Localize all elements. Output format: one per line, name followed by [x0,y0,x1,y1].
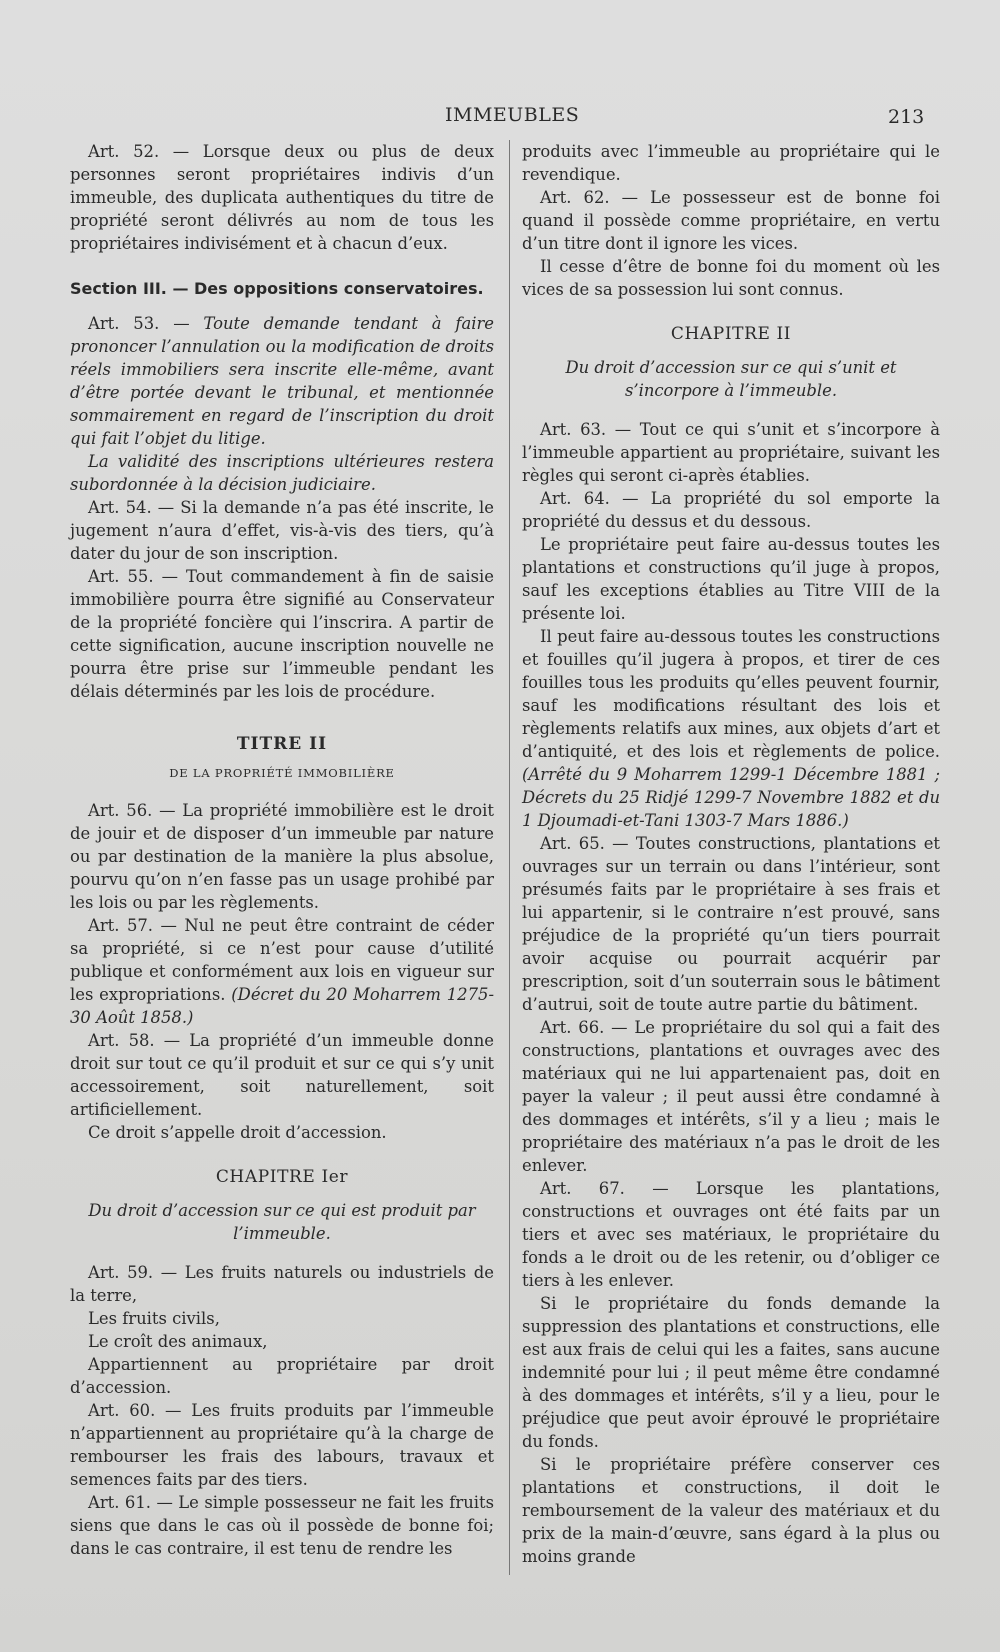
column-divider [509,140,510,1575]
titre-heading: TITRE II [236,734,328,754]
article-58: Art. 58. — La propriété d’un immeuble donne droit sur tout ce qu’il produit et sur ce qui s’y unit accessoirement, soit naturellement, soit artificiellement. [70,1031,494,1119]
article-67-paragraph-3: Si le propriétaire préfère conserver ces plantations et constructions, il doit le remboursement de la valeur des matériaux et du prix de la main-d’œuvre, sans égard à la plus ou moins grande [522,1455,940,1566]
article-62-paragraph-2: Il cesse d’être de bonne foi du moment où les vices de sa possession lui sont connus. [522,257,940,299]
continued-text: produits avec l’immeuble au propriétaire qui le revendique. [522,142,940,184]
article-64-reference: (Arrêté du 9 Moharrem 1299-1 Décembre 1881 ; Décrets du 25 Ridjé 1299-7 Novembre 1882 et du 1 Djoumadi-et-Tani 1303-7 Mars 1886.) [522,765,940,830]
article-64: Art. 64. — La propriété du sol emporte la propriété du dessus et du dessous. [522,489,940,531]
left-column [70,140,494,1560]
article-65: Art. 65. — Toutes constructions, plantations et ouvrages sur un terrain ou dans l’intérieur, sont présumés faits par le propriétaire à ses frais et lui appartenir, si le contraire n’est prouvé, sans préjudice de la propriété qu’un tiers pourrait avoir acquise ou pourrait acquérir par prescription, soit d’un souterrain sous le bâtiment d’autrui, soit de toute autre partie du bâtiment. [522,834,940,1014]
running-title: IMMEUBLES [445,104,580,126]
article-58-paragraph-2: Ce droit s’appelle droit d’accession. [88,1123,387,1142]
article-53 [70,312,494,450]
section-heading: Section III. — Des oppositions conservatoires. [70,279,484,298]
article-53-lead: Art. 53. — [88,314,204,333]
article-59-line-2: Les fruits civils, [88,1309,220,1328]
titre-subheading: DE LA PROPRIÉTÉ IMMOBILIÈRE [169,766,395,780]
article-59: Art. 59. — Les fruits naturels ou industriels de la terre, [70,1263,494,1305]
article-52: Art. 52. — Lorsque deux ou plus de deux personnes seront propriétaires indivis d’un immeuble, des duplicata authentiques du titre de propriété seront délivrés au nom de tous les propriétaires indivisément et à chacun d’eux. [70,142,494,253]
article-61: Art. 61. — Le simple possesseur ne fait les fruits siens que dans le cas où il possède de bonne foi; dans le cas contraire, il est tenu de rendre les [70,1493,494,1558]
article-53-paragraph-2: La validité des inscriptions ultérieures restera subordonnée à la décision judiciaire. [70,452,494,494]
chapter-1-heading: CHAPITRE Ier [215,1167,349,1187]
chapter-1-subtitle: Du droit d’accession sur ce qui est produit par l’immeuble. [88,1201,476,1243]
article-63: Art. 63. — Tout ce qui s’unit et s’incorpore à l’immeuble appartient au propriétaire, suivant les règles qui seront ci-après établies. [522,420,940,485]
article-64-paragraph-3 [522,625,940,832]
article-60: Art. 60. — Les fruits produits par l’immeuble n’appartiennent au propriétaire qu’à la charge de rembourser les frais des labours, travaux et semences faits par des tiers. [70,1401,494,1489]
article-64-paragraph-3-text: Il peut faire au-dessous toutes les constructions et fouilles qu’il jugera à propos, et tirer de ces fouilles tous les produits qu’elles peuvent fournir, sauf les modifications résultant des lois et règlements relatifs aux mines, aux objets d’art et d’antiquité, et des lois et règlements de police. [522,627,940,761]
article-66: Art. 66. — Le propriétaire du sol qui a fait des constructions, plantations et ouvrages avec des matériaux qui ne lui appartenaient pas, doit en payer la valeur ; il peut aussi être condamné à des dommages et intérêts, s’il y a lieu ; mais le propriétaire des matériaux n’a pas le droit de les enlever. [522,1018,940,1175]
article-57-text: Art. 57. — Nul ne peut être contraint de céder sa propriété, si ce n’est pour cause d’utilité publique et conformément aux lois en vigueur sur les expropriations. [70,916,494,1004]
article-67-paragraph-2: Si le propriétaire du fonds demande la suppression des plantations et constructions, elle est aux frais de celui qui les a faites, sans aucune indemnité pour lui ; il peut même être condamné à des dommages et intérêts, s’il y a lieu, pour le préjudice que peut avoir éprouvé le propriétaire du fonds. [522,1294,940,1451]
article-53-text: Toute demande tendant à faire prononcer l’annulation ou la modification de droits réels immobiliers sera inscrite elle-même, avant d’être portée devant le tribunal, et mentionnée sommairement en regard de l’inscription du droit qui fait l’objet du litige. [70,314,494,448]
article-57-reference: (Décret du 20 Moharrem 1275-30 Août 1858.) [70,985,494,1027]
running-head [0,104,1000,132]
chapter-2-heading: CHAPITRE II [670,324,792,344]
article-56: Art. 56. — La propriété immobilière est le droit de jouir et de disposer d’un immeuble par nature ou par destination de la manière la plus absolue, pourvu qu’on n’en fasse pas un usage prohibé par les lois ou par les règlements. [70,801,494,912]
page-number: 213 [888,106,925,128]
article-54: Art. 54. — Si la demande n’a pas été inscrite, le jugement n’aura d’effet, vis-à-vis des tiers, qu’à dater du jour de son inscription. [70,498,494,563]
right-column [522,140,940,1568]
article-67: Art. 67. — Lorsque les plantations, constructions et ouvrages ont été faits par un tiers et avec ses matériaux, le propriétaire du fonds a le droit ou de les retenir, ou d’obliger ce tiers à les enlever. [522,1179,940,1290]
article-64-paragraph-2: Le propriétaire peut faire au-dessus toutes les plantations et constructions qu’il juge à propos, sauf les exceptions établies au Titre VIII de la présente loi. [522,535,940,623]
article-62: Art. 62. — Le possesseur est de bonne foi quand il possède comme propriétaire, en vertu d’un titre dont il ignore les vices. [522,188,940,253]
article-55: Art. 55. — Tout commandement à fin de saisie immobilière pourra être signifié au Conservateur de la propriété foncière qui l’inscrira. A partir de cette signification, aucune inscription nouvelle ne pourra être prise sur l’immeuble pendant les délais déterminés par les lois de procédure. [70,567,494,701]
article-59-line-3: Le croît des animaux, [88,1332,268,1351]
article-59-line-4: Appartiennent au propriétaire par droit d’accession. [70,1355,494,1397]
chapter-2-subtitle: Du droit d’accession sur ce qui s’unit et s’incorpore à l’immeuble. [565,358,897,400]
article-57 [70,914,494,1029]
